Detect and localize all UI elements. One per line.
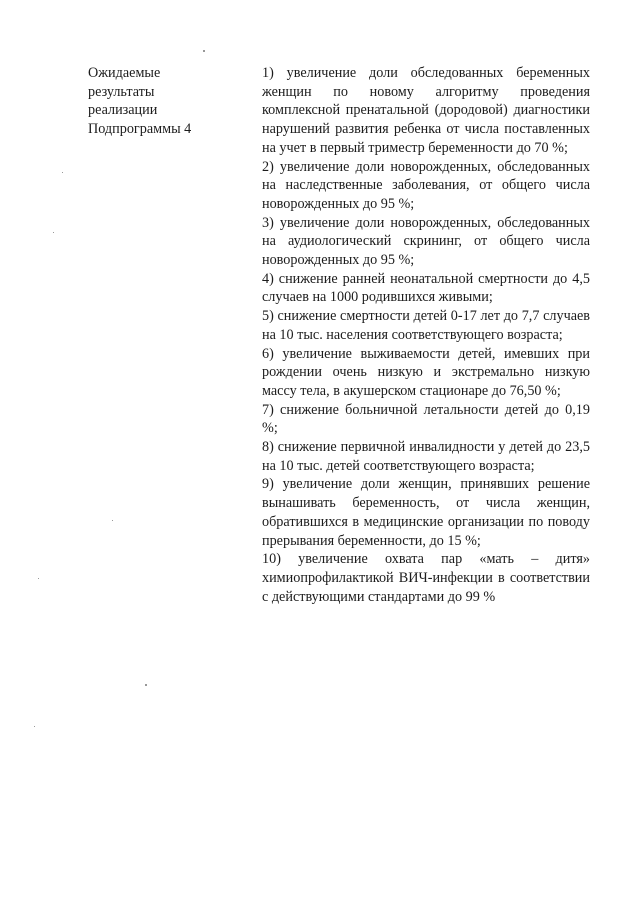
scan-speck	[53, 232, 54, 233]
list-item: 3) увеличение доли новорожденных, обследованных на аудиологический скрининг, от общего числа новорожденных до 95 %;	[262, 214, 590, 269]
list-item: 7) снижение больничной летальности детей до 0,19 %;	[262, 401, 590, 437]
scan-speck	[34, 726, 35, 727]
list-item: 8) снижение первичной инвалидности у детей до 23,5 на 10 тыс. детей соответствующего возраста;	[262, 439, 590, 474]
list-item: 10) увеличение охвата пар «мать – дитя» химиопрофилактикой ВИЧ-инфекции в соответствии с действующими стандартами до 99 %	[262, 551, 590, 605]
list-item: 4) снижение ранней неонатальной смертности до 4,5 случаев на 1000 родившихся живыми;	[262, 270, 590, 306]
scan-speck	[38, 578, 39, 579]
heading-line-1: Ожидаемые	[88, 65, 161, 81]
list-item: 1) увеличение доли обследованных беременных женщин по новому алгоритму проведения комплексной пренатальной (дородовой) диагностики нарушений развития ребенка от числа поставленных на учет в первый триместр беременности до 70 %;	[262, 65, 590, 156]
results-list	[262, 64, 590, 606]
scan-speck	[62, 172, 63, 173]
heading-line-3: реализации	[88, 102, 158, 119]
scan-speck	[145, 684, 147, 686]
scan-speck	[112, 520, 113, 521]
list-item: 2) увеличение доли новорожденных, обследованных на наследственные заболевания, от общего числа новорожденных до 95 %;	[262, 158, 590, 212]
list-item: 5) снижение смертности детей 0-17 лет до 7,7 случаев на 10 тыс. населения соответствующего возраста;	[262, 308, 590, 343]
list-item: 6) увеличение выживаемости детей, имевших при рождении очень низкую и экстремально низкую массу тела, в акушерском стационаре до 76,50 %;	[262, 345, 590, 399]
scan-speck	[203, 50, 205, 52]
list-item: 9) увеличение доли женщин, принявших решение вынашивать беременность, от числа женщин, обратившихся в медицинские организации по поводу прерывания беременности, до 15 %;	[262, 476, 590, 549]
heading-line-2: результаты	[88, 83, 155, 100]
section-heading	[88, 64, 238, 138]
heading-line-4: Подпрограммы 4	[88, 120, 192, 137]
